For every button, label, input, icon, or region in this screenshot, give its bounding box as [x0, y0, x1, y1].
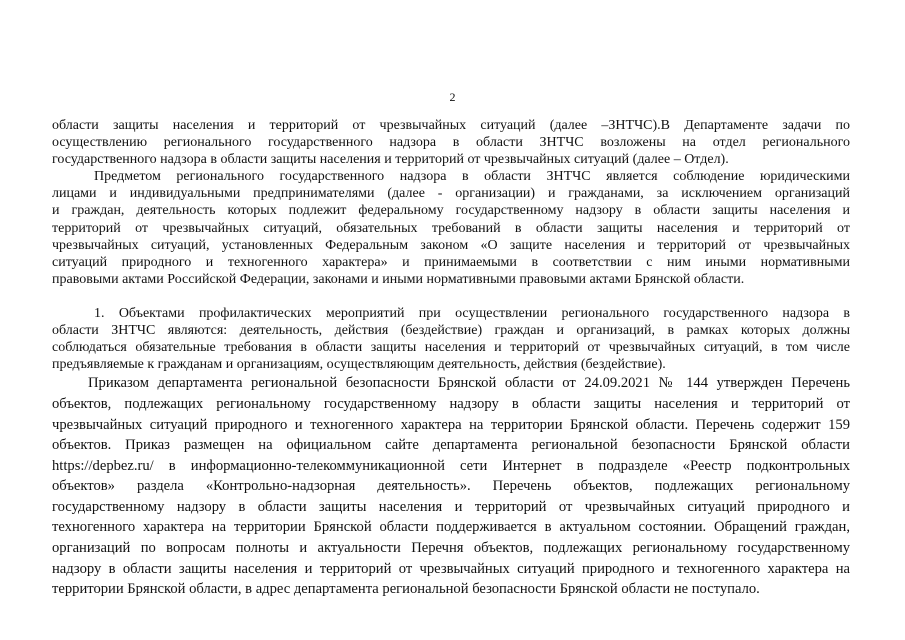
- text-line: области защиты населения и территорий от чрезвычайных ситуаций (далее –ЗНТЧС).В Департаменте задачи по: [52, 118, 850, 133]
- paragraph-4: [52, 373, 850, 600]
- paragraph-1: [52, 117, 850, 168]
- paragraph-2: [52, 168, 850, 288]
- text-line: государственному надзору в области защиты населения и территорий от чрезвычайных ситуаций природного и: [52, 498, 850, 515]
- text-line: правовыми актами Российской Федерации, законами и иными нормативными правовыми актами Брянской области.: [52, 271, 745, 287]
- text-line: Предметом регионального государственного надзора в области ЗНТЧС является соблюдение юридическими: [94, 169, 850, 185]
- paragraph-gap: [52, 288, 850, 305]
- text-line: государственного надзора в области защиты населения и территорий от чрезвычайных ситуаций (далее – Отдел).: [52, 152, 729, 168]
- text-line: объектов, подлежащих региональному государственному надзору в области защиты населения и территорий от: [52, 395, 850, 412]
- text-line: организаций по вопросам полноты и актуальности Перечня объектов, подлежащих региональному государственному: [52, 540, 850, 557]
- text-line: предъявляемые к гражданам и организациям, осуществляющим деятельность, действия (бездействие).: [52, 357, 666, 373]
- paragraph-3: [52, 305, 850, 373]
- text-line: объектов. Приказ размещен на официальном сайте департамента региональной безопасности Брянской области: [52, 437, 850, 454]
- text-line: Приказом департамента региональной безопасности Брянской области от 24.09.2021 № 144 утвержден Перечень: [88, 375, 850, 392]
- text-line: https://depbez.ru/ в информационно-телекоммуникационной сети Интернет в подразделе «Реестр подконтрольных: [52, 457, 850, 474]
- text-line: чрезвычайных ситуаций природного и техногенного характера на территории Брянской области. Перечень содержит 159: [52, 416, 850, 433]
- text-line: чрезвычайных ситуаций, установленных Федеральным законом «О защите населения и территорий от чрезвычайных: [52, 237, 850, 253]
- text-line: 1. Объектами профилактических мероприятий при осуществлении регионального государственного надзора в: [94, 305, 850, 321]
- page-number: 2: [449, 90, 456, 104]
- text-line: и граждан, деятельность которых подлежит федеральному государственному надзору в области защиты населения и: [52, 203, 850, 219]
- text-line: надзору в области защиты населения и территорий от чрезвычайных ситуаций природного и техногенного характера на: [52, 560, 850, 577]
- text-line: ситуаций природного и техногенного характера» и принимаемыми в соответствии с ним иными нормативными: [52, 254, 850, 270]
- text-line: объектов» раздела «Контрольно-надзорная деятельность». Перечень объектов, подлежащих региональному: [52, 478, 850, 495]
- text-line: области ЗНТЧС являются: деятельность, действия (бездействие) граждан и организаций, в рамках которых должны: [52, 323, 850, 339]
- text-line: территорий от чрезвычайных ситуаций, обязательных требований в области защиты населения и территорий от: [52, 220, 850, 236]
- text-line: техногенного характера на территории Брянской области поддерживается в актуальном состоянии. Обращений граждан,: [52, 519, 850, 536]
- text-line: лицами и индивидуальными предпринимателями (далее - организации) и гражданами, за исключением организаций: [52, 186, 850, 202]
- text-line: территории Брянской области, в адрес департамента региональной безопасности Брянской области не поступало.: [52, 581, 760, 598]
- text-line: соблюдаться обязательные требования в области защиты населения и территорий от чрезвычайных ситуаций, в том числе: [52, 340, 850, 356]
- text-line: осуществлению регионального государственного надзора в области ЗНТЧС возложены на отдел регионального: [52, 135, 850, 151]
- document-body: [52, 117, 850, 600]
